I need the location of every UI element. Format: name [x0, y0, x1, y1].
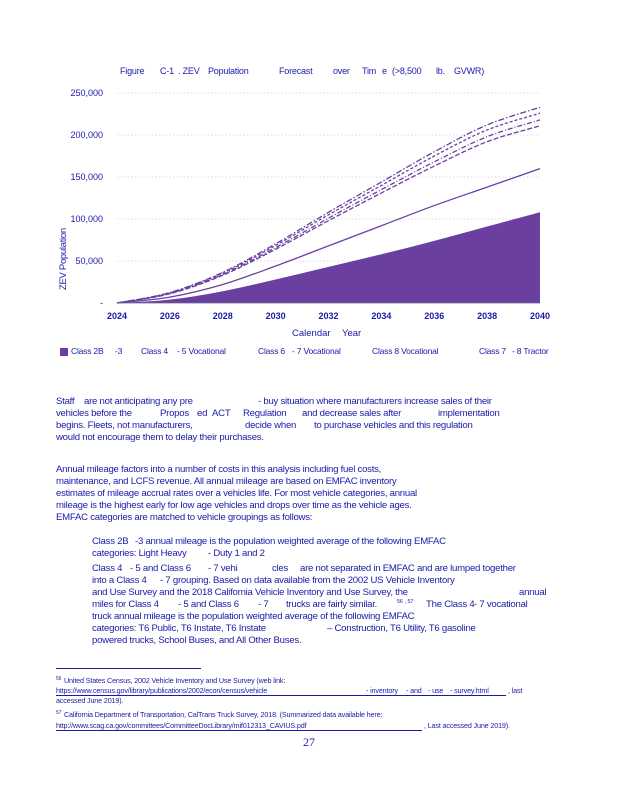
text-run: - 7 vehi: [208, 563, 238, 574]
y-axis-label: ZEV Population: [58, 228, 69, 290]
text-run: Class 4: [92, 563, 123, 574]
legend-item: Class 6: [258, 346, 285, 356]
figure-title-part: Figure: [120, 66, 145, 76]
figure-title-part: (>8,500: [392, 66, 422, 76]
text-run: cles: [272, 563, 289, 574]
x-tick-label: 2024: [106, 311, 128, 321]
x-axis-label-part: Year: [342, 328, 362, 339]
text-run: -3 annual mileage is the population weighted average of the following EMFAC: [135, 536, 446, 547]
footnote-text: California Department of Transportation, CalTrans Truck Survey, 2018. (Summarized data available here:: [64, 710, 383, 719]
text-run: categories: T6 Public, T6 Instate, T6 Instate: [92, 623, 266, 634]
text-run: ACT: [212, 408, 231, 419]
figure-title-part: Tim: [362, 66, 377, 76]
text-run: - 7 grouping. Based on data available from the 2002 US Vehicle Inventory: [160, 575, 455, 586]
footnote-ref: , 57: [405, 599, 414, 605]
text-run: - buy situation where manufacturers increase sales of their: [258, 396, 492, 407]
text-run: miles for Class 4: [92, 599, 159, 610]
y-tick-label: 100,000: [70, 214, 103, 224]
y-tick-label: 250,000: [70, 88, 103, 98]
text-run: vehicles before the: [56, 408, 132, 419]
footnote-link-part[interactable]: - and: [406, 686, 422, 695]
y-tick-label: -: [100, 298, 103, 308]
text-line: EMFAC categories are matched to vehicle groupings as follows:: [56, 512, 313, 523]
text-run: - 7: [258, 599, 269, 610]
footnote-link-part[interactable]: - survey.html: [450, 686, 489, 695]
footnote-link-underline: [56, 730, 422, 731]
text-run: are not anticipating any pre: [84, 396, 193, 407]
footnote-link-part[interactable]: - inventory: [366, 686, 398, 695]
text-run: into a Class 4: [92, 575, 147, 586]
x-tick-label: 2026: [159, 311, 180, 321]
text-run: decide when: [245, 420, 297, 431]
footnote-text: United States Census, 2002 Vehicle Inventory and Use Survey (web link:: [64, 676, 286, 685]
legend-item: -3: [115, 346, 123, 356]
text-run: Propos: [160, 408, 189, 419]
text-run: - Duty 1 and 2: [208, 548, 265, 559]
figure-title-part: over: [333, 66, 350, 76]
text-run: categories: Light Heavy: [92, 548, 187, 559]
zev-population-chart: [0, 80, 618, 342]
text-run: - 5 and Class 6: [130, 563, 191, 574]
legend-item: Class 2B: [71, 346, 104, 356]
text-line: mileage is the highest early for low age vehicles and drops over time as the vehicle ages.: [56, 500, 412, 511]
text-run: Class 2B: [92, 536, 129, 547]
text-run: Regulation: [243, 408, 287, 419]
text-line: maintenance, and LCFS revenue. All annual mileage are based on EMFAC inventory: [56, 476, 397, 487]
x-tick-label: 2036: [424, 311, 445, 321]
footnote-text: , Last accessed June 2019).: [424, 721, 510, 730]
footnote-link-part[interactable]: https://www.census.gov/library/publications/2002/econ/census/vehicle: [56, 686, 268, 695]
text-run: Staff: [56, 396, 75, 407]
text-run: truck annual mileage is the population weighted average of the following EMFAC: [92, 611, 415, 622]
legend-item: Class 7: [479, 346, 506, 356]
footnote-link[interactable]: http://www.scag.ca.gov/committees/CommitteeDocLibrary/mif012313_CAVIUS.pdf: [56, 721, 307, 730]
text-run: ed: [197, 408, 208, 419]
page-number: 27: [303, 735, 315, 749]
figure-title: [0, 66, 618, 80]
figure-title-part: GVWR): [454, 66, 484, 76]
y-tick-label: 150,000: [70, 172, 103, 182]
footnote-text: accessed June 2019).: [56, 696, 124, 705]
figure-title-part: C-1: [160, 66, 174, 76]
figure-title-part: e: [382, 66, 387, 76]
text-run: - 5 and Class 6: [178, 599, 239, 610]
text-line: estimates of mileage accrual rates over a vehicles life. For most vehicle categories, annual: [56, 488, 417, 499]
text-run: and Use Survey and the 2018 California Vehicle Inventory and Use Survey, the: [92, 587, 408, 598]
chart-legend: [0, 346, 618, 360]
text-run: annual: [519, 587, 547, 598]
text-run: – Construction, T6 Utility, T6 gasoline: [327, 623, 476, 634]
figure-title-part: . ZEV: [178, 66, 200, 76]
figure-title-part: Forecast: [279, 66, 313, 76]
footnote-separator: [56, 668, 201, 669]
footnote-link-part[interactable]: - use: [428, 686, 444, 695]
text-run: to purchase vehicles and this regulation: [314, 420, 473, 431]
text-run: implementation: [438, 408, 500, 419]
text-run: and decrease sales after: [302, 408, 402, 419]
figure-title-part: lb.: [436, 66, 445, 76]
text-run: begins. Fleets, not manufacturers,: [56, 420, 193, 431]
legend-item: - 8 Tractor: [512, 346, 549, 356]
figure-title-part: Population: [208, 66, 249, 76]
footnote-ref: 56: [397, 599, 403, 605]
legend-item: - 7 Vocational: [292, 346, 341, 356]
text-run: trucks are fairly similar.: [286, 599, 378, 610]
text-run: The Class 4: [426, 599, 475, 610]
legend-item: Class 8 Vocational: [372, 346, 439, 356]
y-tick-label: 200,000: [70, 130, 103, 140]
legend-item: Class 4: [141, 346, 168, 356]
x-axis-label-part: Calendar: [292, 328, 331, 339]
y-tick-label: 50,000: [75, 256, 103, 266]
footnote-number: 56: [56, 676, 62, 682]
text-run: would not encourage them to delay their purchases.: [56, 432, 264, 443]
text-run: - 7 vocational: [474, 599, 528, 610]
text-line: Annual mileage factors into a number of costs in this analysis including fuel costs,: [56, 464, 382, 475]
text-run: are not separated in EMFAC and are lumped together: [300, 563, 516, 574]
footnote-link-underline: [56, 695, 506, 696]
x-tick-label: 2038: [477, 311, 498, 321]
footnote-text: , last: [508, 686, 523, 695]
legend-item: - 5 Vocational: [177, 346, 226, 356]
x-tick-label: 2034: [371, 311, 392, 321]
text-run: powered trucks, School Buses, and All Other Buses.: [92, 635, 302, 646]
x-tick-label: 2040: [529, 311, 551, 321]
x-tick-label: 2032: [318, 311, 339, 321]
x-tick-label: 2028: [212, 311, 233, 321]
footnote-number: 57: [56, 710, 62, 716]
legend-swatch: [60, 348, 68, 356]
x-tick-label: 2030: [265, 311, 286, 321]
